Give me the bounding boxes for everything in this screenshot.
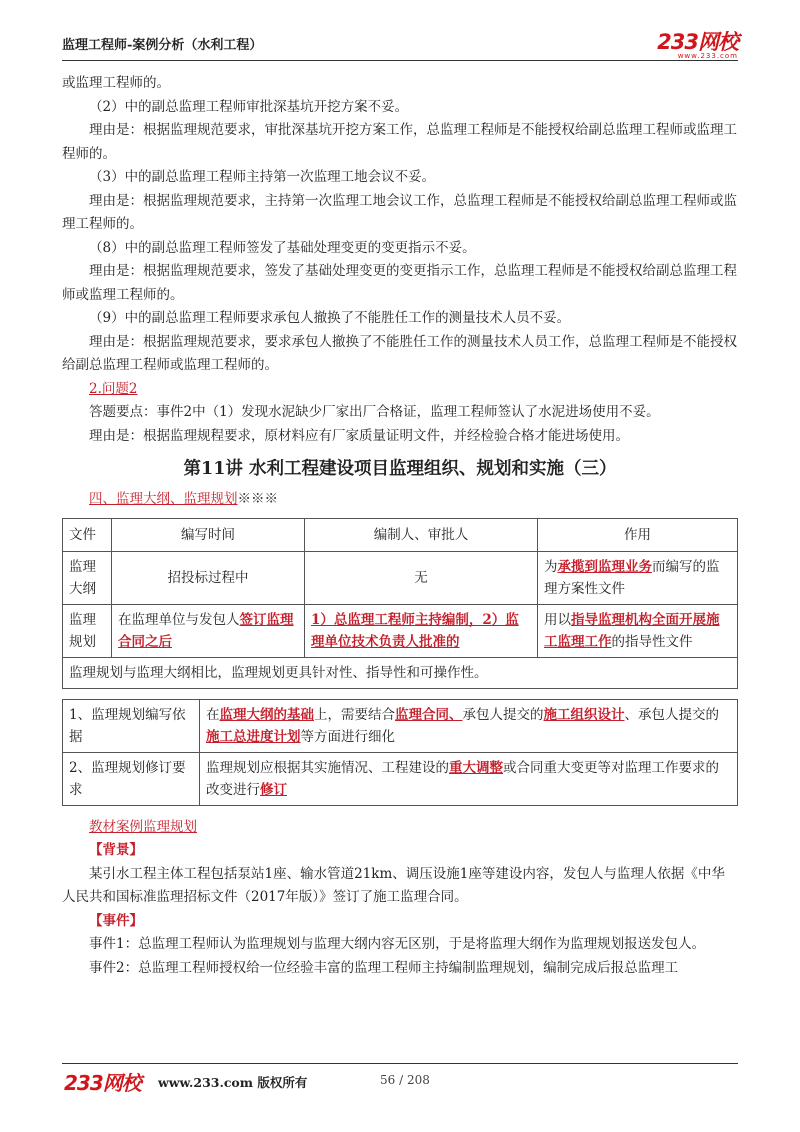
cell-text: 为 [544,558,558,575]
table-cell: 1、监理规划编写依据 [63,699,200,752]
footer-rule [62,1063,738,1064]
page-header [62,28,738,58]
paragraph: 理由是：根据监理规范要求，签发了基础处理变更的变更指示工作，总监理工程师是不能授权给副总监理工程师或监理工程师的。 [62,263,737,303]
lecture-title: 第11讲 水利工程建设项目监理组织、规划和实施（三） [183,459,617,479]
cell-text: 等方面进行细化 [300,728,395,745]
table-cell: 2、监理规划修订要求 [63,752,200,805]
paragraph: 理由是：根据监理规范要求，审批深基坑开挖方案工作，总监理工程师是不能授权给副总监理工程师或监理工程师的。 [62,122,737,162]
background-tag: 【背景】 [89,842,143,858]
highlight-text: 承揽到监理业务 [557,558,652,575]
table-row [63,551,738,604]
section-label[interactable]: 四、监理大纲、监理规划 [89,491,238,507]
event-1-text: 事件1：总监理工程师认为监理规划与监理大纲内容无区别，于是将监理大纲作为监理规划报送发包人。 [89,936,706,952]
header-logo [657,26,738,60]
paragraph: 理由是：根据监理规范要求，主持第一次监理工地会议工作，总监理工程师是不能授权给副总监理工程师或监理工程师的。 [62,192,737,232]
paragraph: （9）中的副总监理工程师要求承包人撤换了不能胜任工作的测量技术人员不妥。 [89,310,571,326]
events-tag: 【事件】 [89,912,143,929]
cell-text: 、承包人提交的 [624,706,719,723]
comparison-table [62,518,738,689]
paragraph: 答题要点：事件2中（1）发现水泥缺少厂家出厂合格证，监理工程师签认了水泥进场使用不妥。 [89,404,660,420]
highlight-text: 1）总监理工程师主持编制，2）监理单位技术负责人批准的 [311,611,519,650]
logo-url: www.233.com [677,52,738,60]
cell-text: 在监理单位与发包人 [118,611,240,628]
background-text: 某引水工程主体工程包括泵站1座、输水管道21km、调压设施1座等建设内容，发包人与监理人依据《中华人民共和国标准监理招标文件（2017年版）》签订了施工监理合同。 [62,865,725,905]
section-heading [62,488,738,512]
paragraph: （3）中的副总监理工程师主持第一次监理工地会议不妥。 [89,169,436,185]
cell-text: 用以 [544,611,571,628]
highlight-text: 监理合同、 [395,706,463,723]
table-header-cell: 编制人、审批人 [305,518,538,551]
highlight-text: 施工组织设计 [543,706,625,723]
table-header-row [63,518,738,551]
table-cell [538,551,738,604]
header-rule [62,60,738,61]
highlight-text: 修订 [260,781,287,798]
table-note: 监理规划与监理大纲相比，监理规划更具针对性、指导性和可操作性。 [63,657,738,688]
event-2-text: 事件2：总监理工程师授权给一位经验丰富的监理工程师主持编制监理规划，编制完成后报总监理工 [89,959,679,976]
logo-text: 233网校 [657,30,738,54]
cell-text: 监理规划应根据其实施情况、工程建设的 [206,759,449,776]
cell-text: 而编写的监理方案性文件 [544,558,720,597]
table-row [63,699,738,752]
table-cell [200,699,738,752]
header-title: 监理工程师-案例分析（水利工程） [62,38,263,53]
paragraph: 或监理工程师的。 [62,75,170,91]
table-row [63,752,738,805]
paragraph: 理由是：根据监理规程要求，原材料应有厂家质量证明文件，并经检验合格才能进场使用。 [89,427,629,444]
highlight-text: 重大调整 [449,759,503,776]
footer-site[interactable]: www.233.com 版权所有 [158,1075,308,1090]
page-number: 56 / 208 [380,1073,430,1087]
table-cell: 监理大纲 [63,551,112,604]
table-note-row [63,657,738,688]
table-cell [305,604,538,657]
cell-text: 在 [206,706,220,723]
table-row [63,604,738,657]
table-cell: 招投标过程中 [112,551,305,604]
table-header-cell: 编写时间 [112,518,305,551]
cell-text: 承包人提交的 [462,706,544,723]
planning-table [62,699,738,806]
table-cell: 监理规划 [63,604,112,657]
highlight-text: 签订监理合同之后 [118,611,294,650]
table-cell [200,752,738,805]
cell-text: 的指导性文件 [611,633,693,650]
table-header-cell: 作用 [538,518,738,551]
cell-text: 上，需要结合 [314,706,395,723]
highlight-text: 施工总进度计划 [206,728,301,745]
paragraph: （2）中的副总监理工程师审批深基坑开挖方案不妥。 [89,98,409,115]
footer-logo: 233网校 [64,1071,141,1095]
importance-stars: ※※※ [237,491,278,507]
page-footer [62,1063,738,1093]
highlight-text: 指导监理机构全面开展施工监理工作 [544,611,720,650]
paragraph: 理由是：根据监理规范要求，要求承包人撤换了不能胜任工作的测量技术人员工作，总监理工程师是不能授权给副总监理工程师或监理工程师的。 [62,333,737,373]
table-cell [112,604,305,657]
highlight-text: 监理大纲的基础 [219,706,314,723]
case-title[interactable]: 教材案例监理规划 [89,818,197,835]
question-2-heading[interactable]: 2.问题2 [89,380,138,397]
table-cell [538,604,738,657]
page-content [62,72,738,980]
paragraph: （8）中的副总监理工程师签发了基础处理变更的变更指示不妥。 [89,239,476,256]
table-cell: 无 [305,551,538,604]
cell-text: 或合同重大变更等对监理工作要求的改变进行 [206,759,719,798]
table-header-cell: 文件 [63,518,112,551]
